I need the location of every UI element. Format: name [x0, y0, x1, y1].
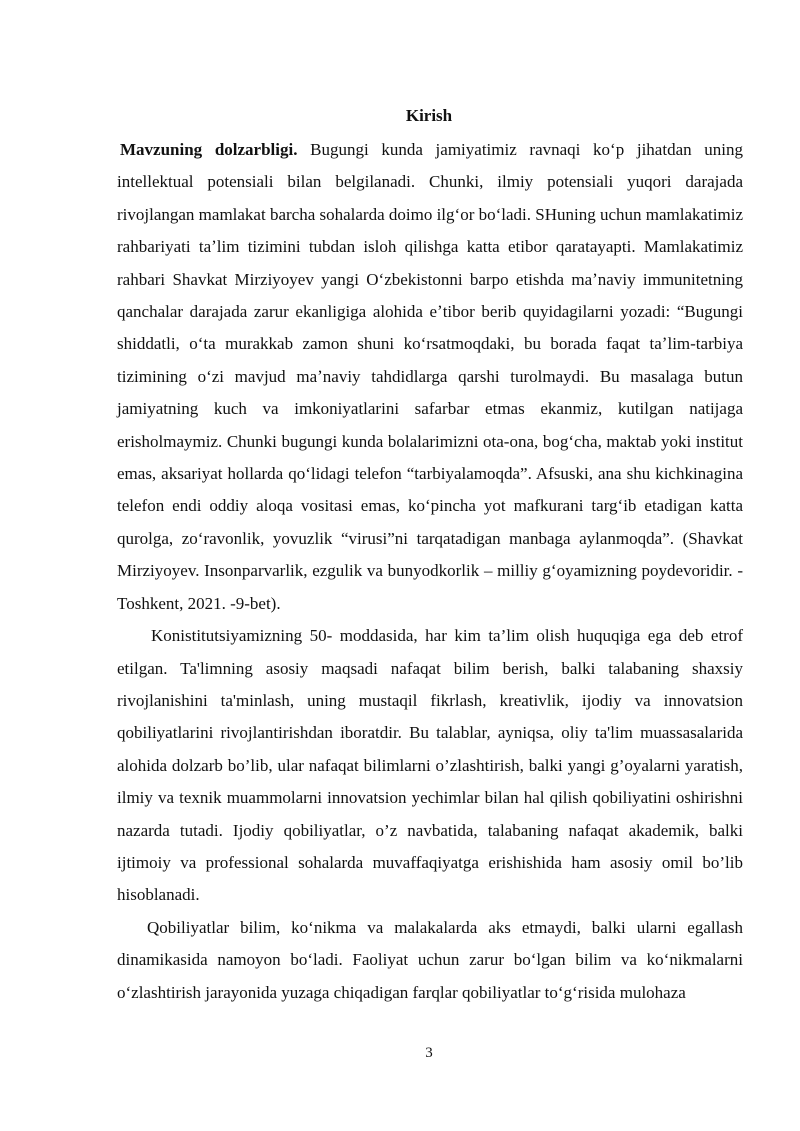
document-body — [117, 134, 743, 1009]
paragraph-2: Konistitutsiyamizning 50- moddasida, har kim ta’lim olish huquqiga ega deb etrof etilgan. Ta'limning asosiy maqsadi nafaqat bilim berish, balki talabaning shaxsiy rivojlanishini ta'minlash, uning mustaqil fikrlash, kreativlik, ijodiy va innovatsion qobiliyatlarini rivojlantirishdan iboratdir. Bu talablar, ayniqsa, oliy ta'lim muassasalarida alohida dolzarb bo’lib, ular nafaqat bilimlarni o’zlashtirish, balki yangi g’oyalarni yaratish, ilmiy va texnik muammolarni innovatsion yechimlar bilan hal qilish qobiliyatini oshirishni nazarda tutadi. Ijodiy qobiliyatlar, o’z navbatida, talabaning nafaqat akademik, balki ijtimoiy va professional sohalarda muvaffaqiyatga erishishida ham asosiy omil bo’lib hisoblanadi. — [117, 626, 743, 905]
paragraph-1 — [117, 134, 743, 620]
page-title: Kirish — [405, 106, 453, 125]
paragraph-3: Qobiliyatlar bilim, koʻnikma va malakalarda aks etmaydi, balki ularni egallash dinamikasida namoyon boʻladi. Faoliyat uchun zarur boʻlgan bilim va koʻnikmalarni oʻzlashtirish jarayonida yuzaga chiqadigan farqlar qobiliyatlar toʻgʻrisida mulohaza — [117, 917, 743, 1002]
paragraph-1-text: Bugungi kunda jamiyatimiz ravnaqi koʻp jihatdan uning intellektual potensiali bilan belgilanadi. Chunki, ilmiy potensiali yuqori darajada rivojlangan mamlakat barcha sohalarda doimo ilgʻor boʻladi. SHuning uchun mamlakatimiz rahbariyati taʼlim tizimini tubdan isloh qilishga katta etibor qaratayapti. Mamlakatimiz rahbari Shavkat Mirziyoyev yangi Oʻzbekistonni barpo etishda maʼnaviy immunitetning qanchalar darajada zarur ekanligiga alohida eʼtibor berib quyidagilarni yozadi: “Bugungi shiddatli, oʻta murakkab zamon shuni koʻrsatmoqdaki, bu borada faqat taʼlim-tarbiya tizimining oʻzi mavjud maʼnaviy tahdidlarga qarshi turolmaydi. Bu masalaga butun jamiyatning kuch va imkoniyatlarini safarbar etmas ekanmiz, kutilgan natijaga erisholmaymiz. Chunki bugungi kunda bolalarimizni ota-ona, bogʻcha, maktab yoki institut emas, aksariyat hollarda qoʻlidagi telefon “tarbiyalamoqda”. Afsuski, ana shu kichkinagina telefon endi oddiy aloqa vositasi emas, koʻpincha yot mafkurani targʻib etadigan katta qurolga, zoʻravonlik, yovuzlik “virusi”ni tarqatadigan manbaga aylanmoqda”. (Shavkat Mirziyoyev. Insonparvarlik, ezgulik va bunyodkorlik – milliy gʻoyamizning poydevoridir. -Toshkent, 2021. -9-bet). — [117, 140, 743, 613]
paragraph-lead: Mavzuning dolzarbligi. — [120, 140, 298, 159]
page-number: 3 — [425, 1045, 433, 1061]
